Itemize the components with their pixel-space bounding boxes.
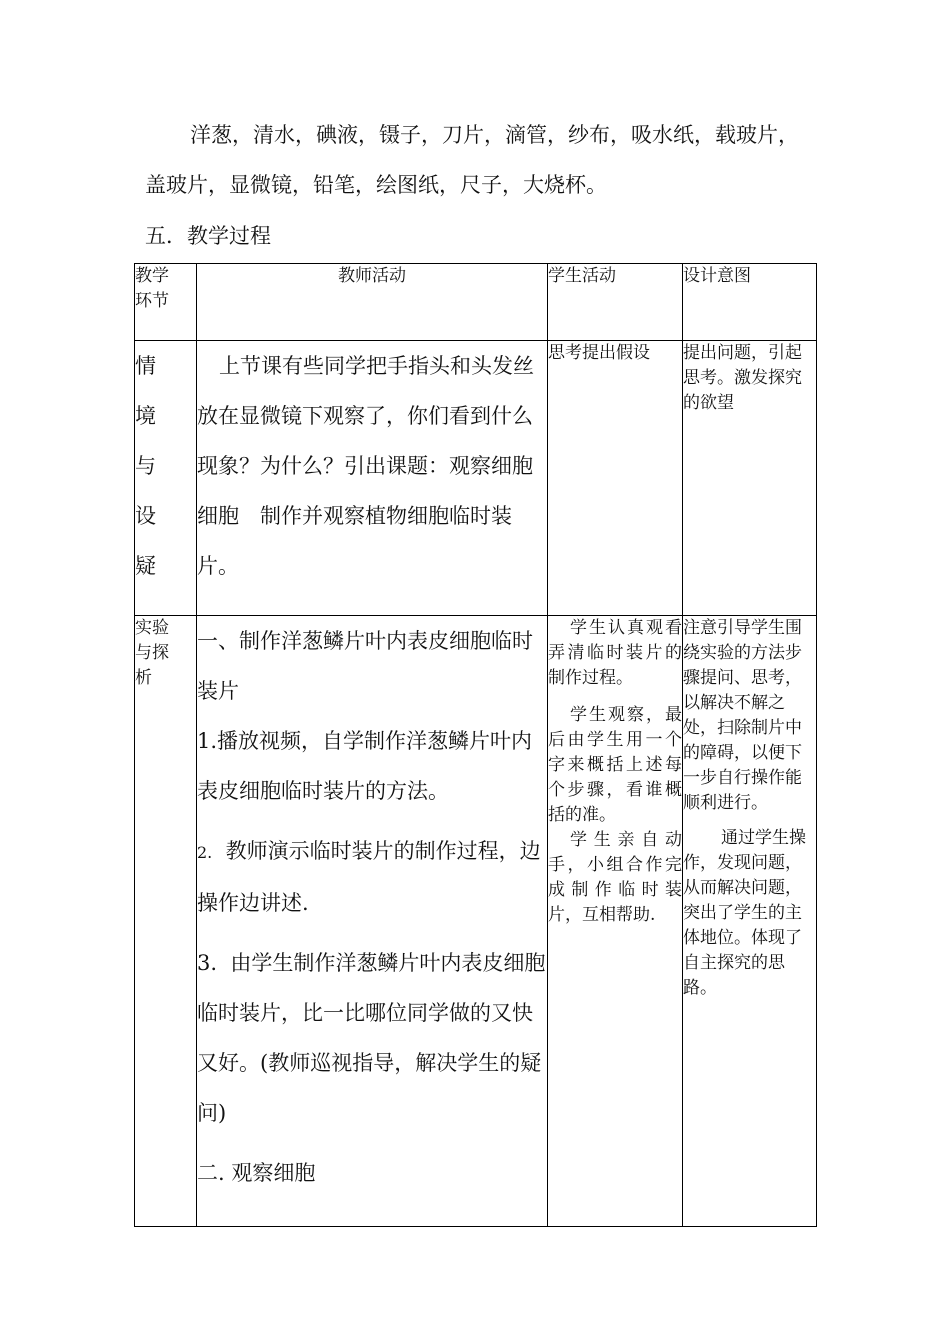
teacher-step: 2. 教师演示临时装片的制作过程，边操作边讲述.	[197, 839, 541, 915]
intent-text: 注意引导学生围绕实验的方法步骤提问、思考，以解决不解之处，扫除制片中的障碍，以便下一步自行操作能顺利进行。	[683, 618, 802, 813]
teacher-step: 1.播放视频，自学制作洋葱鳞片叶内表皮细胞临时装片的方法。	[197, 729, 533, 803]
student-activity-cell: 思考提出假设	[548, 341, 683, 616]
student-step: 学生亲自动手，小组合作完成制作临时装片，互相帮助.	[548, 830, 682, 925]
design-intent-cell	[683, 616, 817, 1227]
student-step: 学生观察，最后由学生用一个字来概括上述每个步骤，看谁概括的准。	[548, 705, 682, 825]
student-step: 学生认真观看弄清临时装片的制作过程。	[548, 618, 682, 688]
header-design-intent: 设计意图	[683, 264, 817, 341]
table-row	[135, 616, 817, 1227]
header-teacher-activity: 教师活动	[197, 264, 548, 341]
table-header-row	[135, 264, 817, 341]
materials-paragraph: 洋葱，清水，碘液，镊子，刀片，滴管，纱布，吸水纸，载玻片，盖玻片，显微镜，铅笔，绘图纸，尺子，大烧杯。	[145, 123, 799, 197]
teacher-activity-cell: 上节课有些同学把手指头和头发丝放在显微镜下观察了，你们看到什么现象？为什么？引出课题：观察细胞细胞 制作并观察植物细胞临时装片。	[197, 341, 548, 616]
teacher-step: 3. 由学生制作洋葱鳞片叶内表皮细胞临时装片，比一比哪位同学做的又快又好。(教师巡视指导，解决学生的疑问)	[197, 951, 546, 1125]
header-student-activity: 学生活动	[548, 264, 683, 341]
teacher-step: 一、制作洋葱鳞片叶内表皮细胞临时装片	[197, 629, 533, 703]
student-activity-cell	[548, 616, 683, 1227]
table-row	[135, 341, 817, 616]
teacher-activity-cell	[197, 616, 548, 1227]
header-stage: 教学 环节	[135, 264, 197, 341]
intent-text: 通过学生操作，发现问题，从而解决问题，突出了学生的主体地位。体现了自主探究的思路。	[683, 828, 806, 998]
section-title: 五．教学过程	[145, 224, 271, 248]
teaching-process-table	[134, 263, 817, 1227]
design-intent-cell: 提出问题，引起思考。激发探究的欲望	[683, 341, 817, 616]
teacher-step: 二. 观察细胞	[197, 1161, 316, 1185]
stage-cell: 情 境 与 设 疑	[135, 341, 197, 616]
stage-cell: 实验 与探 析	[135, 616, 197, 1227]
